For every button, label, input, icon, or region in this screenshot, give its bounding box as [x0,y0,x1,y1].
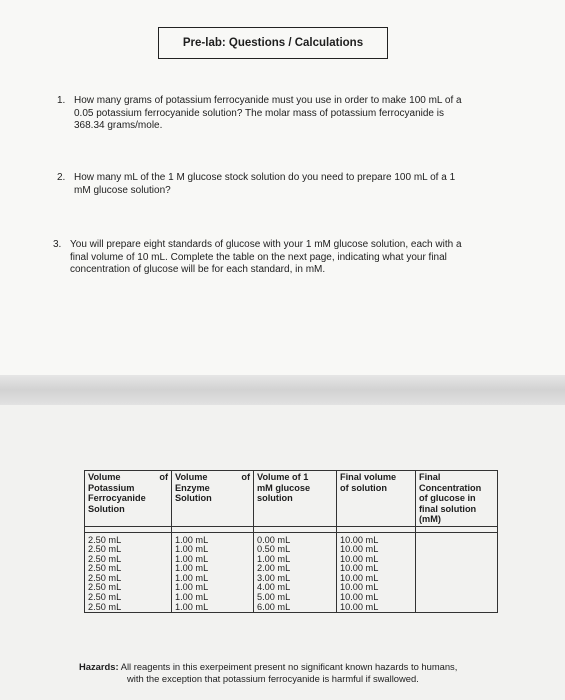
question-line: mM glucose solution? [74,184,171,196]
table-cell: 10.00 mL [340,601,379,612]
table-cell: 3.00 mL [257,572,291,583]
table-cell: 2.50 mL [88,601,122,612]
header-final-concentration: Final Concentration of glucose in final solution (mM) [416,471,498,527]
table-cell: 5.00 mL [257,592,291,603]
page-separator [0,375,565,405]
question-3 [53,239,523,279]
hazards-line-1: All reagents in this exerpeiment present no significant known hazards to humans, [120,661,458,672]
table-cell: 10.00 mL [340,592,379,603]
question-1 [57,95,527,135]
question-number: 2. [57,172,66,183]
glucose-volume-cell [254,532,337,613]
table-data-row [85,532,498,613]
table-cell: 0.00 mL [257,534,291,545]
table-cell: 2.50 mL [88,553,122,564]
header-final-volume: Final volume of solution [337,471,416,527]
table-cell: 1.00 mL [175,534,209,545]
question-line: 0.05 potassium ferrocyanide solution? The molar mass of potassium ferrocyanide is [74,107,444,119]
table-cell: 10.00 mL [340,534,379,545]
table-header-row [85,471,498,527]
question-number: 1. [57,95,66,106]
question-line: 368.34 grams/mole. [74,120,163,131]
header-enzyme-volume: Volume of Enzyme Solution [172,471,254,527]
hazards-label: Hazards: [79,661,119,672]
table-cell: 1.00 mL [175,601,209,612]
question-line: final volume of 10 mL. Complete the table on the next page, indicating what your final [70,251,447,263]
table-cell: 1.00 mL [175,544,209,555]
table-cell: 10.00 mL [340,553,379,564]
table-cell: 2.50 mL [88,572,122,583]
table-cell: 2.50 mL [88,534,122,545]
table-cell: 1.00 mL [257,553,291,564]
table-cell: 10.00 mL [340,544,379,555]
table-cell: 10.00 mL [340,582,379,593]
hazards-line-2: with the exception that potassium ferrocyanide is harmful if swallowed. [127,672,419,684]
question-line: How many grams of potassium ferrocyanide must you use in order to make 100 mL of a [74,95,462,106]
table-cell: 1.00 mL [175,582,209,593]
final-volume-cell [337,532,416,613]
table-cell: 2.50 mL [88,582,122,593]
final-concentration-cell[interactable] [416,532,498,613]
table-cell: 1.00 mL [175,592,209,603]
question-2 [57,172,527,200]
page-title [158,27,388,59]
header-ferrocyanide-volume: Volume of Potassium Ferrocyanide Solution [85,471,172,527]
header-glucose-volume: Volume of 1 mM glucose solution [254,471,337,527]
table-cell: 2.00 mL [257,563,291,574]
table-cell: 2.50 mL [88,592,122,603]
hazards-note [79,661,519,684]
question-line: How many mL of the 1 M glucose stock solution do you need to prepare 100 mL of a 1 [74,172,456,183]
table-cell: 2.50 mL [88,544,122,555]
table-cell: 10.00 mL [340,572,379,583]
table-cell: 0.50 mL [257,544,291,555]
table-cell: 1.00 mL [175,553,209,564]
table-cell: 2.50 mL [88,563,122,574]
table-cell: 4.00 mL [257,582,291,593]
table-cell: 6.00 mL [257,601,291,612]
enzyme-volume-cell [172,532,254,613]
question-line: You will prepare eight standards of glucose with your 1 mM glucose solution, each with a [70,239,462,250]
glucose-standards-table [84,470,498,613]
table-cell: 10.00 mL [340,563,379,574]
question-line: concentration of glucose will be for each standard, in mM. [70,264,326,275]
page-title-text: Pre-lab: Questions / Calculations [182,37,364,49]
table-cell: 1.00 mL [175,563,209,574]
table-cell: 1.00 mL [175,572,209,583]
ferrocyanide-volume-cell [85,532,172,613]
question-number: 3. [53,239,62,250]
